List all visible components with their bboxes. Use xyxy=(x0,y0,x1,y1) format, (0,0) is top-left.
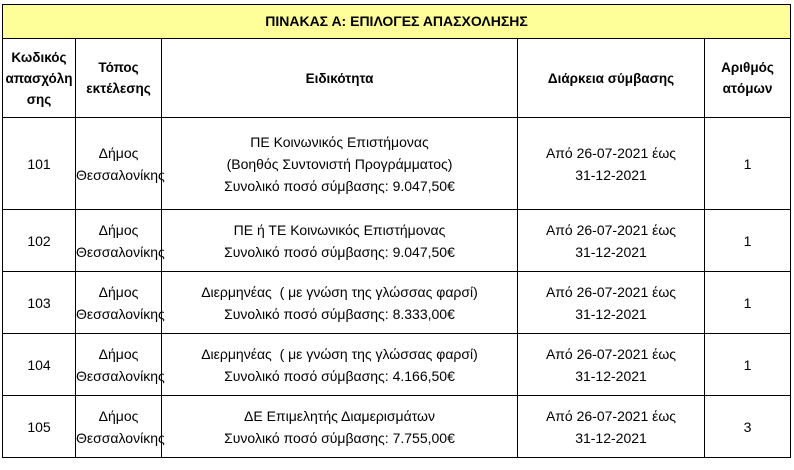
header-duration: Διάρκεια σύμβασης xyxy=(518,39,705,118)
table-row xyxy=(3,118,791,210)
cell-place: Δήμος Θεσσαλονίκης xyxy=(76,272,162,334)
cell-specialty: ΔΕ Επιμελητής Διαμερισμάτων Συνολικό ποσό σύμβασης: 7.755,00€ xyxy=(162,396,518,458)
cell-code: 103 xyxy=(3,272,76,334)
cell-persons: 1 xyxy=(705,334,791,396)
cell-code: 104 xyxy=(3,334,76,396)
table-title: ΠΙΝΑΚΑΣ Α: ΕΠΙΛΟΓΕΣ ΑΠΑΣΧΟΛΗΣΗΣ xyxy=(3,5,791,39)
cell-duration: Από 26-07-2021 έως 31-12-2021 xyxy=(518,334,705,396)
table-row xyxy=(3,272,791,334)
table-row xyxy=(3,334,791,396)
cell-duration: Από 26-07-2021 έως 31-12-2021 xyxy=(518,118,705,210)
header-specialty: Ειδικότητα xyxy=(162,39,518,118)
cell-duration: Από 26-07-2021 έως 31-12-2021 xyxy=(518,272,705,334)
cell-place: Δήμος Θεσσαλονίκης xyxy=(76,334,162,396)
cell-specialty: ΠΕ ή ΤΕ Κοινωνικός Επιστήμονας Συνολικό ποσό σύμβασης: 9.047,50€ xyxy=(162,210,518,272)
header-code: Κωδικός απασχόλη σης xyxy=(3,39,76,118)
employment-options-table xyxy=(2,4,791,458)
cell-specialty: Διερμηνέας ( με γνώση της γλώσσας φαρσί) Συνολικό ποσό σύμβασης: 4.166,50€ xyxy=(162,334,518,396)
header-persons: Αριθμός ατόμων xyxy=(705,39,791,118)
cell-code: 105 xyxy=(3,396,76,458)
cell-code: 101 xyxy=(3,118,76,210)
cell-duration: Από 26-07-2021 έως 31-12-2021 xyxy=(518,210,705,272)
cell-place: Δήμος Θεσσαλονίκης xyxy=(76,210,162,272)
cell-specialty: Διερμηνέας ( με γνώση της γλώσσας φαρσί) Συνολικό ποσό σύμβασης: 8.333,00€ xyxy=(162,272,518,334)
header-place: Τόπος εκτέλεσης xyxy=(76,39,162,118)
cell-persons: 1 xyxy=(705,118,791,210)
cell-place: Δήμος Θεσσαλονίκης xyxy=(76,396,162,458)
cell-specialty: ΠΕ Κοινωνικός Επιστήμονας (Βοηθός Συντονιστή Προγράμματος) Συνολικό ποσό σύμβασης: 9.047,50€ xyxy=(162,118,518,210)
cell-place: Δήμος Θεσσαλονίκης xyxy=(76,118,162,210)
table-row xyxy=(3,396,791,458)
cell-duration: Από 26-07-2021 έως 31-12-2021 xyxy=(518,396,705,458)
header-row xyxy=(3,39,791,118)
table-row xyxy=(3,210,791,272)
cell-persons: 1 xyxy=(705,210,791,272)
cell-persons: 3 xyxy=(705,396,791,458)
table-title-row xyxy=(3,5,791,39)
cell-code: 102 xyxy=(3,210,76,272)
cell-persons: 1 xyxy=(705,272,791,334)
